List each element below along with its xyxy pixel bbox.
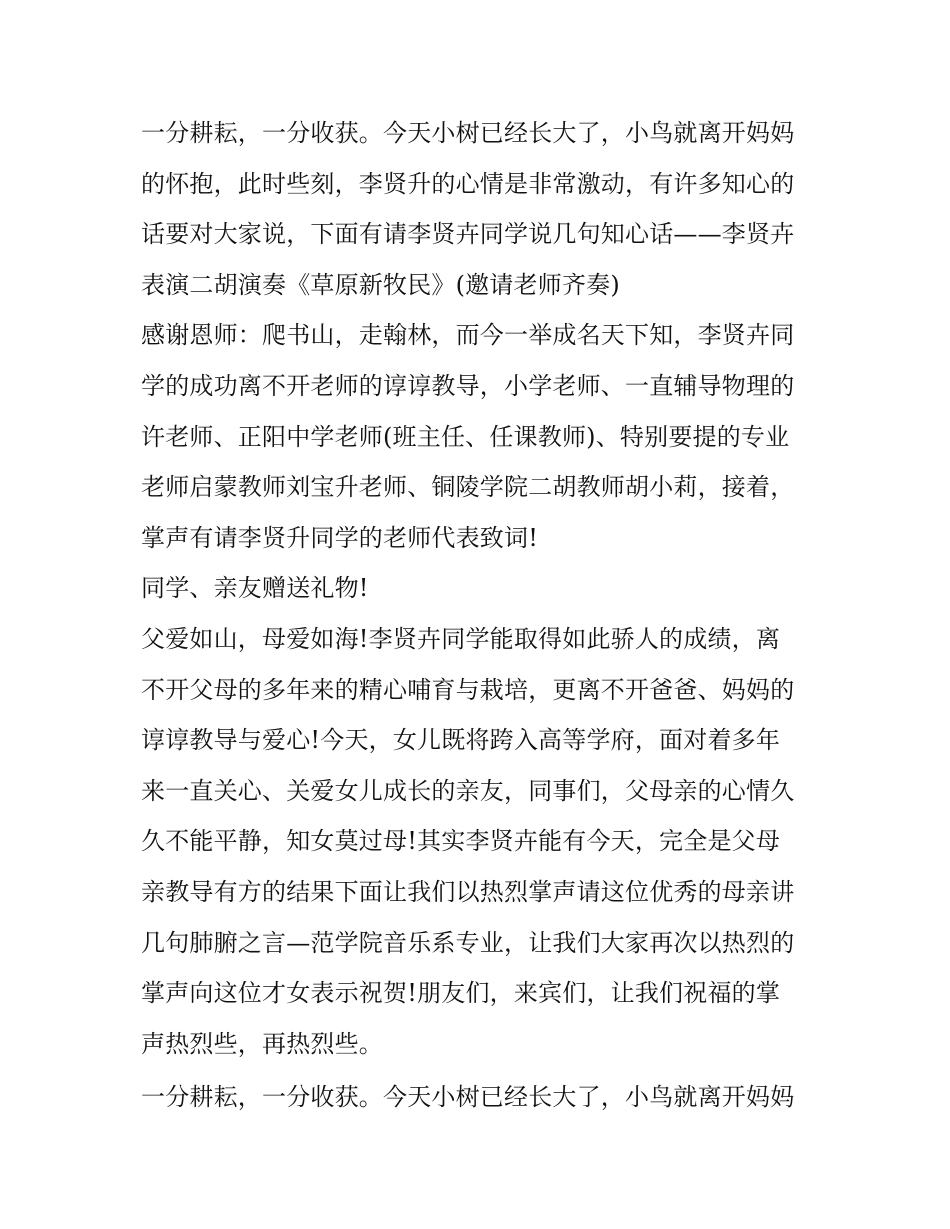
text-line: 谆谆教导与爱心!今天，女儿既将跨入高等学府，面对着多年 [141, 726, 781, 755]
text-line: 不开父母的多年来的精心哺育与栽培，更离不开爸爸、妈妈的 [141, 675, 795, 704]
text-line: 来一直关心、关爱女儿成长的亲友，同事们，父母亲的心情久 [141, 776, 795, 805]
document-body [141, 108, 821, 1123]
text-line: 话要对大家说，下面有请李贤卉同学说几句知心话——李贤卉 [141, 220, 795, 249]
text-line: 亲教导有方的结果下面让我们以热烈掌声请这位优秀的母亲讲 [141, 877, 795, 906]
text-line: 表演二胡演奏《草原新牧民》(邀请老师齐奏) [141, 270, 620, 299]
text-line: 学的成功离不开老师的谆谆教导，小学老师、一直辅导物理的 [141, 371, 795, 400]
text-line: 感谢恩师：爬书山，走翰林，而今一举成名天下知，李贤卉同 [141, 321, 795, 350]
text-line: 同学、亲友赠送礼物! [141, 574, 369, 603]
text-line: 一分耕耘，一分收获。今天小树已经长大了，小鸟就离开妈妈 [141, 119, 795, 147]
text-line: 老师启蒙教师刘宝升老师、铜陵学院二胡教师胡小莉，接着， [141, 473, 795, 502]
text-line: 几句肺腑之言—范学院音乐系专业，让我们大家再次以热烈的 [141, 928, 795, 957]
text-line: 许老师、正阳中学老师(班主任、任课教师)、特别要提的专业 [141, 422, 790, 451]
text-line: 的怀抱，此时些刻，李贤升的心情是非常激动，有许多知心的 [141, 169, 795, 198]
text-line: 掌声有请李贤升同学的老师代表致词! [141, 523, 539, 552]
text-line: 父爱如山，母爱如海!李贤卉同学能取得如此骄人的成绩，离 [141, 624, 781, 653]
text-line: 掌声向这位才女表示祝贺!朋友们，来宾们，让我们祝福的掌 [141, 979, 781, 1008]
text-line: 久不能平静，知女莫过母!其实李贤卉能有今天，完全是父母 [141, 827, 781, 856]
text-line: 一分耕耘，一分收获。今天小树已经长大了，小鸟就离开妈妈 [141, 1083, 795, 1112]
text-line: 声热烈些，再热烈些。 [141, 1029, 383, 1058]
